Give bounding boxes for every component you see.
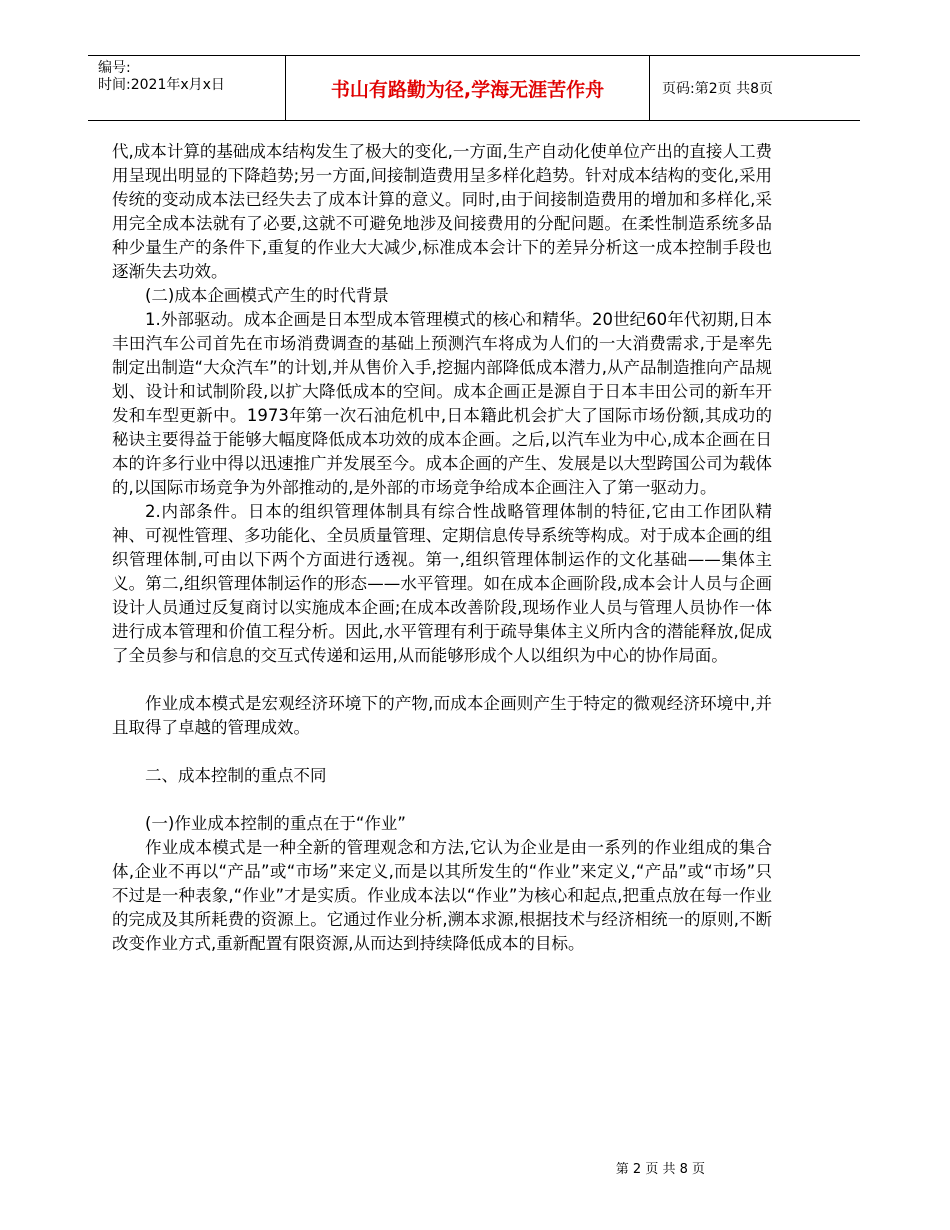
page-header (88, 55, 860, 121)
paragraph-internal-conditions: 2.内部条件。日本的组织管理体制具有综合性战略管理体制的特征,它由工作团队精神、可视性管理、多功能化、全员质量管理、定期信息传导系统等构成。对于成本企画的组织管理体制,可由以下两个方面进行透视。第一,组织管理体制运作的文化基础——集体主义。第二,组织管理体制运作的形态——水平管理。如在成本企画阶段,成本会计人员与企画设计人员通过反复商讨以实施成本企画;在成本改善阶段,现场作业人员与管理人员协作一体进行成本管理和价值工程分析。因此,水平管理有利于疏导集体主义所内含的潜能释放,促成了全员参与和信息的交互式传递和运用,从而能够形成个人以组织为中心的协作局面。 (112, 502, 772, 665)
document-number-label: 编号: (98, 60, 131, 76)
spacer (112, 668, 772, 692)
paragraph-summary: 作业成本模式是宏观经济环境下的产物,而成本企画则产生于特定的微观经济环境中,并且取得了卓越的管理成效。 (112, 694, 772, 737)
spacer (112, 788, 772, 812)
spacer (112, 740, 772, 764)
document-body (112, 140, 772, 956)
subsection-heading-activity: (一)作业成本控制的重点在于“作业” (145, 814, 406, 833)
header-page-info: 页码:第2页 共8页 (662, 81, 773, 97)
paragraph-external-drive: 1.外部驱动。成本企画是日本型成本管理模式的核心和精华。20世纪60年代初期,日本丰田汽车公司首先在市场消费调查的基础上预测汽车将成为人们的一大消费需求,于是率先制定出制造“大众汽车”的计划,并从售价入手,挖掘内部降低成本潜力,从产品制造推向产品规划、设计和试制阶段,以扩大降低成本的空间。成本企画正是源自于日本丰田公司的新车开发和车型更新中。1973年第一次石油危机中,日本籍此机会扩大了国际市场份额,其成功的秘诀主要得益于能够大幅度降低成本功效的成本企画。之后,以汽车业为中心,成本企画在日本的许多行业中得以迅速推广并发展至今。成本企画的产生、发展是以大型跨国公司为载体的,以国际市场竞争为外部推动的,是外部的市场竞争给成本企画注入了第一驱动力。 (112, 310, 772, 497)
section-heading-background: (二)成本企画模式产生的时代背景 (145, 286, 389, 305)
paragraph-activity-costing: 作业成本模式是一种全新的管理观念和方法,它认为企业是由一系列的作业组成的集合体,企业不再以“产品”或“市场”来定义,而是以其所发生的“作业”来定义,“产品”或“市场”只不过是一种表象,“作业”才是实质。作业成本法以“作业”为核心和起点,把重点放在每一作业的完成及其所耗费的资源上。它通过作业分析,溯本求源,根据技术与经济相统一的原则,不断改变作业方式,重新配置有限资源,从而达到持续降低成本的目标。 (112, 838, 772, 953)
paragraph-cost-structure: 代,成本计算的基础成本结构发生了极大的变化,一方面,生产自动化使单位产出的直接人工费用呈现出明显的下降趋势;另一方面,间接制造费用呈多样化趋势。针对成本结构的变化,采用传统的变动成本法已经失去了成本计算的意义。同时,由于间接制造费用的增加和多样化,采用完全成本法就有了必要,这就不可避免地涉及间接费用的分配问题。在柔性制造系统多品种少量生产的条件下,重复的作业大大减少,标准成本会计下的差异分析这一成本控制手段也逐渐失去功效。 (112, 142, 772, 281)
document-time-label: 时间:2021年x月x日 (98, 77, 225, 93)
header-motto: 书山有路勤为径,学海无涯苦作舟 (285, 56, 650, 120)
page-footer: 第 2 页 共 8 页 (615, 1162, 705, 1177)
section-heading-focus: 二、成本控制的重点不同 (145, 766, 327, 785)
header-meta (88, 56, 285, 120)
